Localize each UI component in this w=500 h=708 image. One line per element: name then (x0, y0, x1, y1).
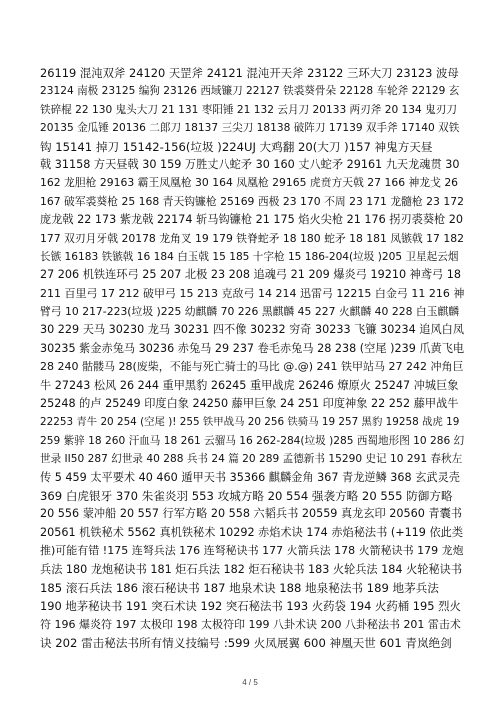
text-line: 185 滚石兵法 186 滚石秘诀书 187 地泉术诀 188 地泉秘法书 189 地茅兵法 (40, 580, 439, 595)
text-line: 30 229 天马 30230 龙马 30231 四不像 30232 穷奇 30233 飞镰 30234 追风白凤 (40, 323, 464, 337)
text-line: 牛 27243 松风 26 244 重甲黑豹 26245 重甲战虎 26246 燎原火 25247 冲城巨象 (40, 378, 459, 392)
text-line: 诀 202 雷击秘法书所有情义技编号 :599 火凤展翼 600 神凰天世 601 青岚绝剑 (40, 636, 452, 651)
text-line: 30235 紫金赤兔马 30236 赤兔马 29 237 卷毛赤兔马 28 238 (空尾 )239 爪黄飞电 (40, 341, 464, 355)
text-line: 庞龙戟 22 173 紫龙戟 22174 斩马钩镰枪 21 175 焰火尖枪 21 176 拐刃裘葵枪 20 (40, 213, 464, 227)
text-line: 190 地茅秘诀书 191 突石术诀 192 突石秘法书 193 火药袋 194 火药桶 195 烈火 (40, 599, 461, 614)
text-line: 20135 金瓜锤 20136 二郎刀 18137 三尖刀 18138 破阵刀 17139 双手斧 17140 双铁 (40, 122, 460, 135)
text-line: 27 206 机铁连环弓 25 207 北极 23 208 追魂弓 21 209 爆炎弓 19210 神鸢弓 18 (40, 268, 461, 282)
text-line: 20561 机铁秘术 5562 真机铁秘术 10292 赤焰术诀 174 赤焰秘法书 (+119 依此类 (40, 525, 464, 539)
text-line: 长镞 16183 铁镞戟 16 184 白玉戟 15 185 十字枪 15 186-204(垃圾 )205 卫星起云烟 (40, 250, 459, 263)
text-line: 26119 混沌双斧 24120 天罡斧 24121 混沌开天斧 23122 三环大刀 23123 波母 (40, 66, 459, 80)
text-line: 兵法 180 龙炮秘诀书 181 炬石兵法 182 炬石秘诀书 183 火轮兵法 184 火轮秘诀书 (40, 562, 463, 576)
text-line: 259 紫骍 18 260 汗血马 18 261 云骝马 16 262-284(垃圾 )285 西蜀地形图 10 286 幻 (40, 434, 464, 447)
text-line: 23124 南极 23125 编狗 23126 西域镰刀 22127 铁裘葵骨朵 22128 车轮斧 22129 玄 (40, 85, 460, 98)
text-line: 臂弓 10 217-223(垃圾 )225 幼麒麟 70 226 黑麒麟 45 227 火麒麟 40 228 白玉麒麟 (40, 305, 460, 319)
document-body (40, 64, 464, 671)
text-line: 戟 31158 方天昼戟 30 159 万胜丈八蛇矛 30 160 丈八蛇矛 29161 九天龙魂贯 30 (40, 157, 460, 171)
text-line: 167 破军裘葵枪 25 168 青天钩镰枪 25169 西极 23 170 不周 23 171 龙髓枪 23 172 (40, 194, 464, 208)
text-line: 25248 的卢 25249 印度白象 24250 藤甲巨象 24 251 印度神象 22 252 藤甲战牛 (40, 397, 459, 411)
text-line: 20 556 蒙冲船 20 557 行军方略 20 558 六韬兵书 20559 真龙玄印 20560 青囊书 (40, 507, 462, 521)
text-line: 162 龙胆枪 29163 霸王凤凰枪 30 164 凤凰枪 29165 虎贲方天戟 27 166 神龙戈 26 (40, 176, 459, 190)
page-number: 4 / 5 (242, 678, 258, 687)
text-line: 传 5 459 太平要术 40 460 遁甲天书 35366 麒麟金角 367 青龙逆鳞 368 玄武灵壳 (40, 470, 460, 484)
text-line (40, 653, 464, 671)
text-line: 177 双刃月牙戟 20178 龙角叉 19 179 铁脊蛇矛 18 180 蛇矛 18 181 凤镞戟 17 182 (40, 231, 464, 245)
text-line: 世录 II50 287 幻世录 40 288 兵书 24 篇 20 289 孟德新书 15290 史记 10 291 春秋左 (40, 453, 463, 466)
text-line: 22253 青牛 20 254 (空尾 )! 255 铁甲战马 20 256 铁骑马 19 257 黑豹 19258 战虎 19 (40, 416, 460, 429)
text-line: 符 196 爆炎符 197 太极印 198 太极符印 199 八卦术诀 200 八卦秘法书 201 雷击术 (40, 617, 461, 631)
text-line: 369 白虎银牙 370 朱雀炎羽 553 攻城方略 20 554 强袭方略 20 555 防御方略 (40, 488, 453, 503)
text-line: 推)可能有错 !175 连弩兵法 176 连弩秘诀书 177 火箭兵法 178 火箭秘诀书 179 龙炮 (40, 544, 464, 558)
text-line: 28 240 骷髅马 28(废柴，不能与死亡骑士的马比 @.@) 241 铁甲站马 27 242 冲角巨 (40, 360, 464, 374)
text-line: 211 百里弓 17 212 破甲弓 15 213 克敌弓 14 214 迅雷弓 12215 白金弓 11 216 神 (40, 286, 464, 300)
text-line: 钩 15141 掉刀 15142-156(垃圾 )224UJ 大鸡翻 20(大刀 )157 神鬼方天昼 (40, 139, 433, 154)
text-line: 铁碎棍 22 130 鬼头大刀 21 131 枣阳锤 21 132 云月刀 20133 两刃斧 20 134 鬼刃刀 (40, 103, 457, 116)
